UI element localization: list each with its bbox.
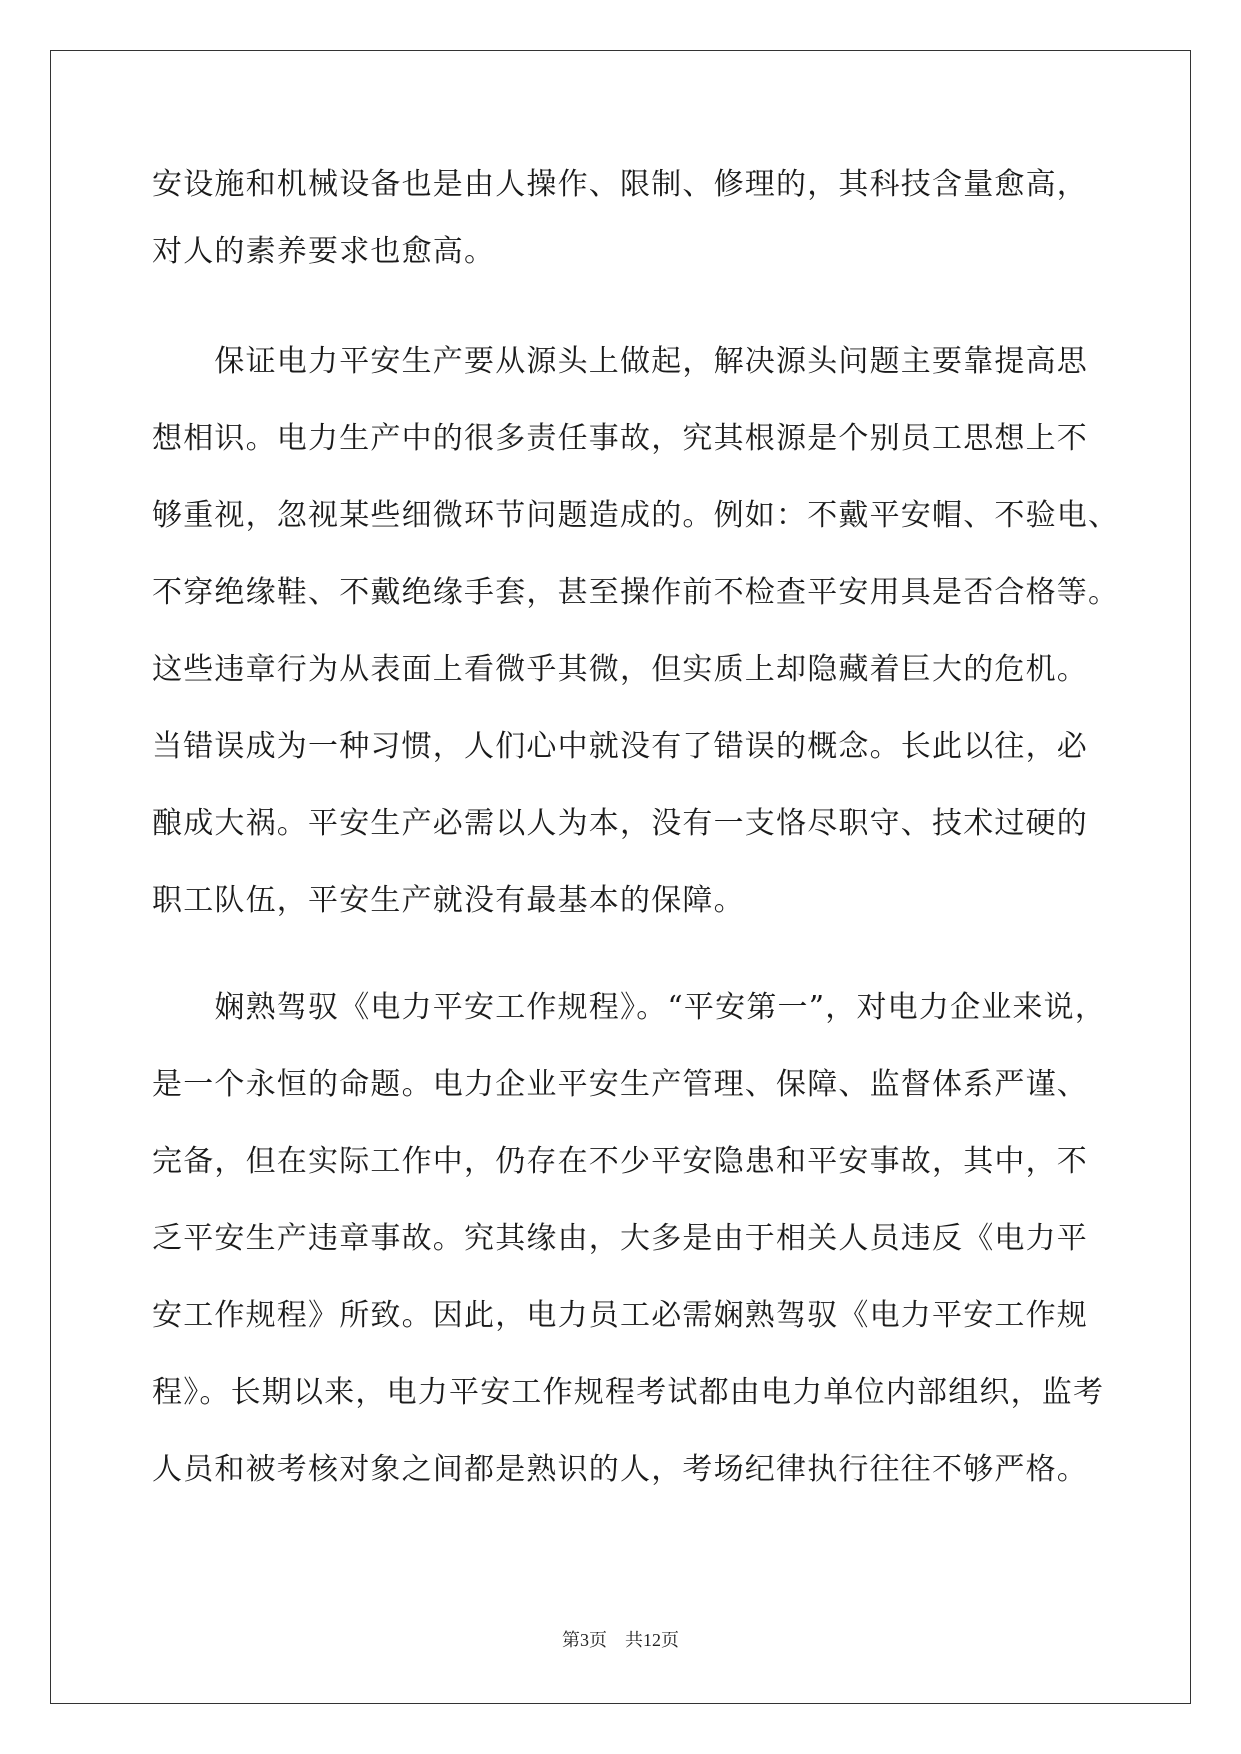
- text-line: 职工队伍，平安生产就没有最基本的保障。: [152, 883, 745, 918]
- text-line: 程》。长期以来，电力平安工作规程考试都由电力单位内部组织，监考: [152, 1375, 1105, 1410]
- page-number: 第3页: [562, 1630, 607, 1650]
- text-line: 完备，但在实际工作中，仍存在不少平安隐患和平安事故，其中，不: [152, 1144, 1088, 1179]
- text-line: 对人的素养要求也愈高。: [152, 234, 496, 269]
- text-line: 不穿绝缘鞋、不戴绝缘手套，甚至操作前不检查平安用具是否合格等。: [152, 575, 1120, 610]
- text-line: 是一个永恒的命题。电力企业平安生产管理、保障、监督体系严谨、: [152, 1067, 1088, 1102]
- text-line: 安工作规程》所致。因此，电力员工必需娴熟驾驭《电力平安工作规: [152, 1298, 1088, 1333]
- text-line: 酿成大祸。平安生产必需以人为本，没有一支恪尽职守、技术过硬的: [152, 806, 1088, 841]
- text-line: 当错误成为一种习惯，人们心中就没有了错误的概念。长此以往，必: [152, 729, 1088, 764]
- text-line: 保证电力平安生产要从源头上做起，解决源头问题主要靠提高思: [152, 344, 1088, 379]
- text-line: 娴熟驾驭《电力平安工作规程》。“平安第一”，对电力企业来说，: [152, 990, 1107, 1025]
- page-total: 共12页: [625, 1630, 679, 1650]
- text-line: 乏平安生产违章事故。究其缘由，大多是由于相关人员违反《电力平: [152, 1221, 1088, 1256]
- text-line: 想相识。电力生产中的很多责任事故，究其根源是个别员工思想上不: [152, 421, 1088, 456]
- page-footer: [0, 1628, 1241, 1652]
- text-line: 够重视，忽视某些细微环节问题造成的。例如：不戴平安帽、不验电、: [152, 498, 1120, 533]
- text-line: 这些违章行为从表面上看微乎其微，但实质上却隐藏着巨大的危机。: [152, 652, 1088, 687]
- text-line: 人员和被考核对象之间都是熟识的人，考场纪律执行往往不够严格。: [152, 1452, 1088, 1487]
- text-line: 安设施和机械设备也是由人操作、限制、修理的，其科技含量愈高，: [152, 167, 1088, 202]
